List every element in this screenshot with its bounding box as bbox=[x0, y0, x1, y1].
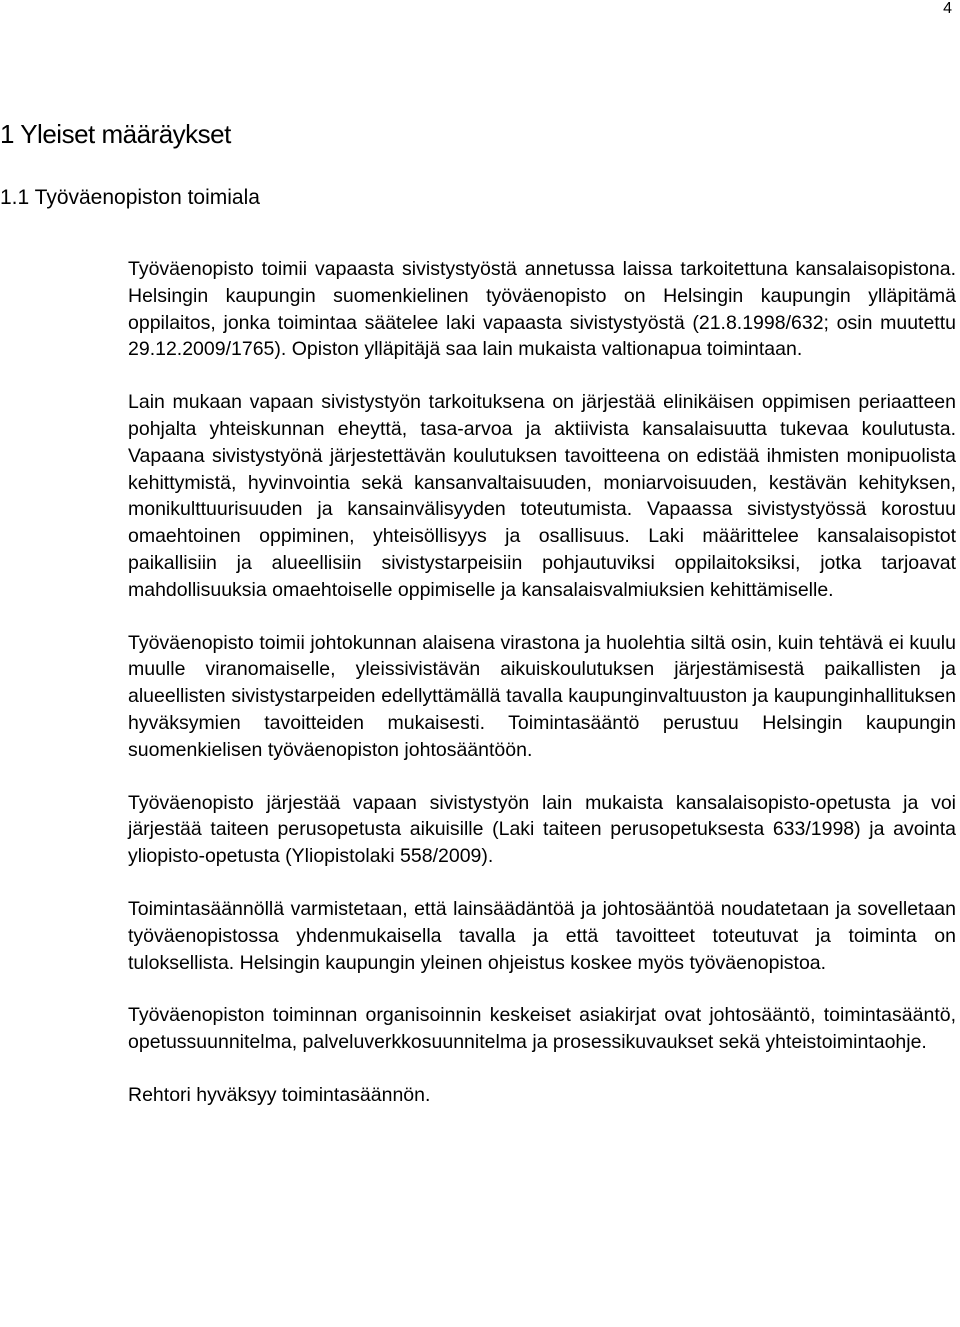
paragraph-intro: Työväenopisto toimii vapaasta sivistystyöstä annetussa laissa tarkoitettuna kansalaisopistona. Helsingin kaupungin suomenkielinen työväenopisto on Helsingin kaupungin ylläpitämä oppilaitos, jonka toimintaa säätelee laki vapaasta sivistystyöstä (21.8.1998/632; osin muutettu 29.12.2009/1765). Opiston ylläpitäjä saa lain mukaista valtionapua toimintaan. bbox=[128, 258, 956, 361]
subsection-heading: 1.1 Työväenopiston toimiala bbox=[0, 186, 260, 209]
paragraph-law-purpose: Lain mukaan vapaan sivistystyön tarkoituksena on järjestää elinikäisen oppimisen periaatteen pohjalta yhteiskunnan eheyttä, tasa-arvoa ja aktiivista kansalaisuutta tukevaa koulutusta. Vapaana sivistystyönä järjestettävän koulutuksen tavoitteena on edistää ihmisten monipuolista kehittymistä, hyvinvointia sekä kansanvaltaisuuden, moniarvoisuuden, kestävän kehityksen, monikulttuurisuuden ja kansainvälisyyden toteutumista. Vapaassa sivistystyössä korostuu omaehtoinen oppiminen, yhteisöllisyys ja osallisuus. Laki määrittelee kansalaisopistot paikallisiin ja alueellisiin sivistystarpeisiin pohjautuviksi oppilaitoksiksi, jotka tarjoavat mahdollisuuksia omaehtoiselle oppimiselle ja kansalaisvalmiuksien kehittämiselle. bbox=[128, 391, 956, 601]
paragraph-approval: Rehtori hyväksyy toimintasäännön. bbox=[128, 1083, 431, 1106]
paragraph-administration: Työväenopisto toimii johtokunnan alaisena virastona ja huolehtia siltä osin, kuin tehtävä ei kuulu muulle viranomaiselle, yleissivistävän aikuiskoulutuksen järjestämisestä paikallisten ja alueellisten sivistystarpeiden edellyttämällä tavalla kaupunginvaltuuston ja kaupunginhallituksen hyväksymien tavoitteiden mukaisesti. Toimintasääntö perustuu Helsingin kaupungin suomenkielisen työväenopiston johtosääntöön. bbox=[128, 631, 956, 761]
paragraph-key-documents: Työväenopiston toiminnan organisoinnin keskeiset asiakirjat ovat johtosääntö, toimintasääntö, opetussuunnitelma, palveluverkkosuunnitelma ja prosessikuvaukset sekä yhteistoimintaohje. bbox=[128, 1004, 956, 1054]
page-number: 4 bbox=[943, 0, 952, 17]
paragraph-rules-purpose: Toimintasäännöllä varmistetaan, että lainsäädäntöä ja johtosääntöä noudatetaan ja sovelletaan työväenopistossa yhdenmukaisella tavalla ja että tavoitteet toteutuvat ja toiminta on tuloksellista. Helsingin kaupungin yleinen ohjeistus koskee myös työväenopistoa. bbox=[128, 897, 956, 974]
section-heading: 1 Yleiset määräykset bbox=[0, 119, 231, 149]
body-text bbox=[128, 256, 956, 1135]
paragraph-education-types: Työväenopisto järjestää vapaan sivistystyön lain mukaista kansalaisopisto-opetusta ja voi järjestää taiteen perusopetusta aikuisille (Laki taiteen perusopetuksesta 633/1998) ja avointa yliopisto-opetusta (Yliopistolaki 558/2009). bbox=[128, 791, 956, 868]
